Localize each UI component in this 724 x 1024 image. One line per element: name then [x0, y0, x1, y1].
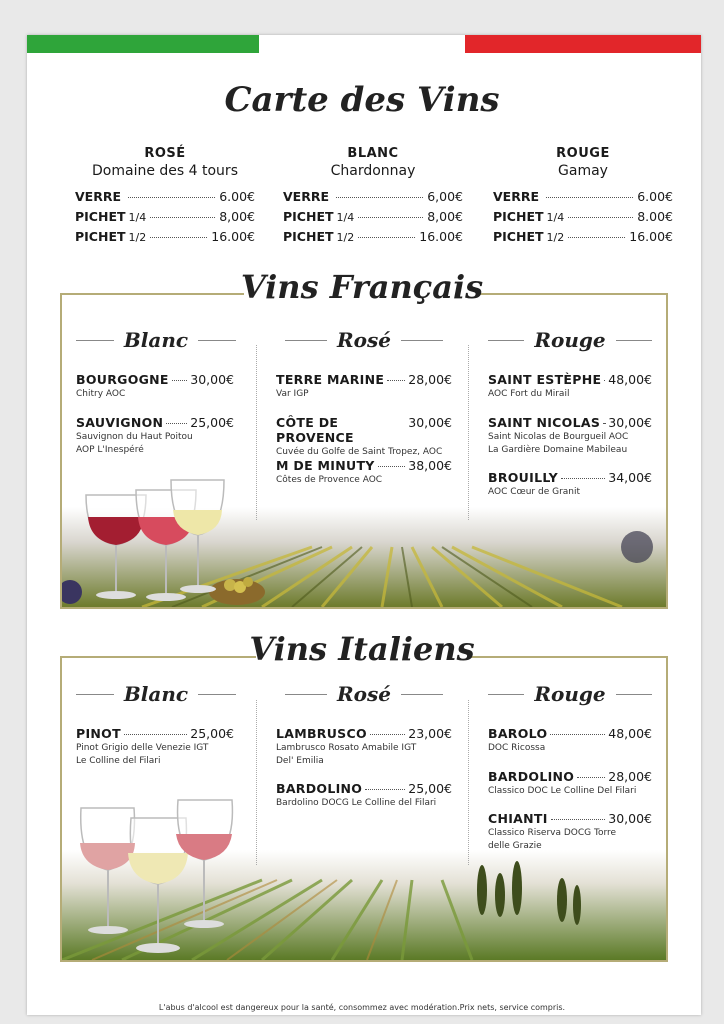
wine-item: SAINT ESTÈPHE 48,00€ AOC Fort du Mirail [488, 372, 652, 399]
column-divider [468, 700, 469, 865]
price-row: VERRE 6.00€ [493, 189, 673, 204]
wine-item: CÔTE DE PROVENCE 30,00€ Cuvée du Golfe de Saint Tropez, AOC [276, 415, 452, 457]
wine-item: BARDOLINO 25,00€ Bardolino DOCG Le Colline del Filari [276, 781, 452, 808]
wine-item: BARDOLINO 28,00€ Classico DOC Le Colline Del Filari [488, 769, 652, 796]
house-rouge-column [493, 146, 673, 249]
house-blanc-name: BLANC [347, 146, 399, 161]
house-blanc-sub: Chardonnay [330, 163, 416, 179]
price-row: PICHET 1/4 8,00€ [75, 209, 255, 224]
wine-item: M DE MINUTY 38,00€ Côtes de Provence AOC [276, 458, 452, 485]
flag-red-band [465, 35, 701, 53]
wine-item: TERRE MARINE 28,00€ Var IGP [276, 372, 452, 399]
house-rouge-name: ROUGE [556, 146, 610, 161]
price-row: PICHET 1/2 16.00€ [75, 229, 255, 244]
house-rose-column [75, 146, 255, 249]
wine-item: BROUILLY 34,00€ AOC Cœur de Granit [488, 470, 652, 497]
wine-item: CHIANTI 30,00€ Classico Riserva DOCG Torre delle Grazie [488, 811, 652, 851]
price-row: PICHET 1/2 16.00€ [493, 229, 673, 244]
wine-item: SAINT NICOLAS 30,00€ Saint Nicolas de Bourgueil AOC La Gardière Domaine Mabileau [488, 415, 652, 455]
footer-disclaimer: L'abus d'alcool est dangereux pour la santé, consommez avec modération.Prix nets, service compris. [158, 1003, 566, 1012]
price-row: PICHET 1/2 16.00€ [283, 229, 463, 244]
price-row: PICHET 1/4 8.00€ [493, 209, 673, 224]
wine-item: BAROLO 48,00€ DOC Ricossa [488, 726, 652, 753]
french-blanc-heading: Blanc [76, 328, 236, 352]
italian-section-title: Vins Italiens [249, 630, 475, 668]
flag-green-band [27, 35, 259, 53]
house-blanc-column [283, 146, 463, 249]
house-rose-sub: Domaine des 4 tours [92, 163, 238, 179]
french-rose-heading: Rosé [276, 328, 452, 352]
italian-blanc-heading: Blanc [76, 682, 236, 706]
column-divider [256, 345, 257, 520]
french-rouge-heading: Rouge [488, 328, 652, 352]
price-row: VERRE 6.00€ [75, 189, 255, 204]
column-divider [468, 345, 469, 520]
italian-rouge-heading: Rouge [488, 682, 652, 706]
wine-item: SAUVIGNON 25,00€ Sauvignon du Haut Poitou AOP L'Inespéré [76, 415, 234, 455]
italian-rose-heading: Rosé [276, 682, 452, 706]
price-row: VERRE 6,00€ [283, 189, 463, 204]
wine-glasses-image [76, 798, 246, 958]
wine-glasses-image [76, 475, 236, 605]
wine-item: PINOT 25,00€ Pinot Grigio delle Venezie IGT Le Colline del Filari [76, 726, 234, 766]
wine-item: LAMBRUSCO 23,00€ Lambrusco Rosato Amabile IGT Del' Emilia [276, 726, 452, 766]
column-divider [256, 700, 257, 865]
french-section-title: Vins Français [240, 268, 484, 306]
house-rose-name: ROSÉ [144, 146, 186, 161]
page-title: Carte des Vins [224, 80, 500, 120]
wine-item: BOURGOGNE 30,00€ Chitry AOC [76, 372, 234, 399]
house-rouge-sub: Gamay [558, 163, 608, 179]
price-row: PICHET 1/4 8,00€ [283, 209, 463, 224]
